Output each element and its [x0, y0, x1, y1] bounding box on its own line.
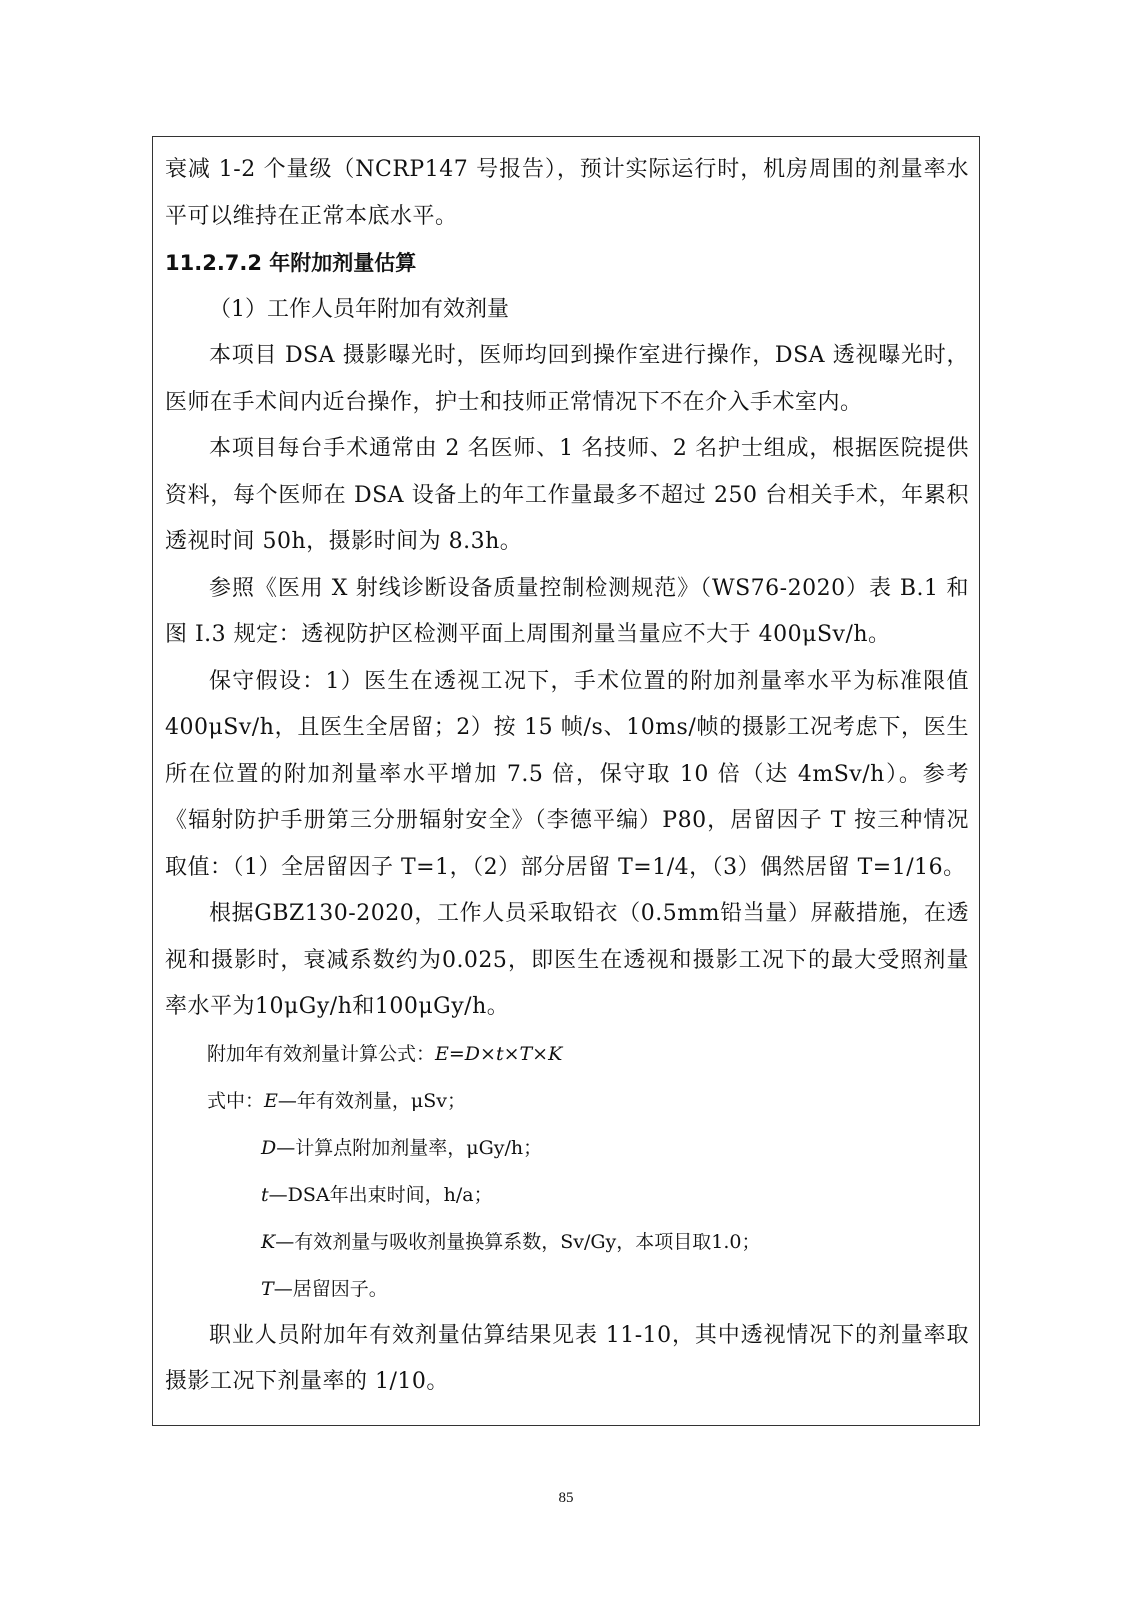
formula-variable-t	[165, 1172, 969, 1219]
paragraph-staffing: 本项目每台手术通常由 2 名医师、1 名技师、2 名护士组成，根据医院提供资料，每个医师在 DSA 设备上的年工作量最多不超过 250 台相关手术，年累积透视时间 50h，摄影时间为 8.3h。	[165, 436, 969, 554]
variable-description: —DSA年出束时间，h/a；	[268, 1183, 493, 1206]
formula-variable-K	[165, 1219, 969, 1266]
formula-label: 附加年有效剂量计算公式：	[207, 1042, 436, 1065]
variable-description: —年有效剂量，μSv；	[277, 1089, 466, 1112]
variable-symbol: T	[261, 1277, 274, 1300]
variable-symbol: E	[264, 1089, 278, 1112]
where-label: 式中：	[207, 1089, 265, 1112]
paragraph-results-reference: 职业人员附加年有效剂量估算结果见表 11-10，其中透视情况下的剂量率取摄影工况下剂量率的 1/10。	[165, 1322, 969, 1394]
variable-description: —计算点附加剂量率，μGy/h；	[276, 1136, 543, 1159]
formula-variable-E	[165, 1078, 969, 1125]
paragraph-standard-reference: 参照《医用 X 射线诊断设备质量控制检测规范》（WS76-2020）表 B.1 和图 I.3 规定：透视防护区检测平面上周围剂量当量应不大于 400μSv/h。	[165, 575, 969, 647]
formula-variable-T	[165, 1266, 969, 1313]
paragraph-continuation: 衰减 1-2 个量级（NCRP147 号报告），预计实际运行时，机房周围的剂量率水平可以维持在正常本底水平。	[165, 157, 969, 229]
content-table-cell	[152, 136, 980, 1426]
subsection-title: （1）工作人员年附加有效剂量	[209, 296, 509, 322]
paragraph-operation: 本项目 DSA 摄影曝光时，医师均回到操作室进行操作，DSA 透视曝光时，医师在手术间内近台操作，护士和技师正常情况下不在介入手术室内。	[165, 343, 969, 415]
variable-symbol: D	[261, 1136, 277, 1159]
section-heading: 11.2.7.2 年附加剂量估算	[165, 251, 417, 275]
variable-symbol: t	[261, 1183, 269, 1206]
formula-variable-D	[165, 1125, 969, 1172]
variable-description: —居留因子。	[273, 1277, 388, 1300]
paragraph-assumptions: 保守假设：1）医生在透视工况下，手术位置的附加剂量率水平为标准限值 400μSv/h，且医生全居留；2）按 15 帧/s、10ms/帧的摄影工况考虑下，医生所在位置的附加剂量率水平增加 7.5 倍，保守取 10 倍（达 4mSv/h）。参考《辐射防护手册第三分册辐射安全》（李德平编）P80，居留因子 T 按三种情况取值：（1）全居留因子 T=1，（2）部分居留 T=1/4，（3）偶然居留 T=1/16。	[165, 668, 969, 880]
formula-expression: E=D×t×T×K	[435, 1042, 563, 1065]
variable-symbol: K	[261, 1230, 276, 1253]
paragraph-shielding: 根据GBZ130-2020，工作人员采取铅衣（0.5mm铅当量）屏蔽措施，在透视和摄影时，衰减系数约为0.025，即医生在透视和摄影工况下的最大受照剂量率水平为10μGy/h和100μGy/h。	[165, 901, 969, 1019]
page-number: 85	[558, 1490, 574, 1506]
formula-line	[165, 1031, 969, 1078]
variable-description: —有效剂量与吸收剂量换算系数，Sv/Gy，本项目取1.0；	[275, 1230, 761, 1253]
